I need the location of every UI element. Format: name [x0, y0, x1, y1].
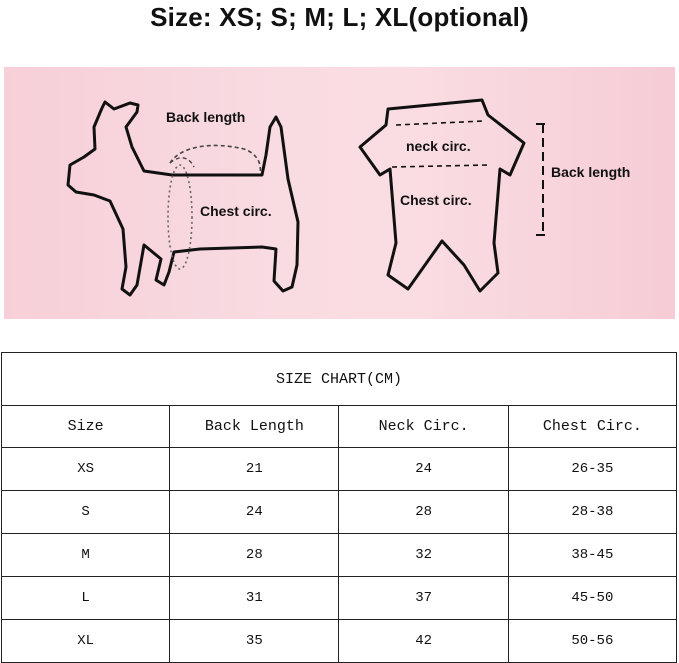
- cell-back-length: 31: [170, 577, 339, 620]
- table-row: [2, 448, 677, 491]
- table-row: [2, 620, 677, 663]
- size-chart-title: SIZE CHART(CM): [2, 353, 677, 406]
- table-row: [2, 534, 677, 577]
- header-back-length: Back Length: [170, 406, 339, 448]
- cell-size: M: [2, 534, 170, 577]
- table-row: [2, 491, 677, 534]
- cell-neck-circ: 32: [339, 534, 508, 577]
- garment-neck-label: neck circ.: [406, 138, 471, 154]
- size-chart-table: [1, 352, 677, 663]
- garment-chest-label: Chest circ.: [400, 192, 472, 208]
- cell-chest-circ: 26-35: [508, 448, 676, 491]
- cell-size: XS: [2, 448, 170, 491]
- header-neck-circ: Neck Circ.: [339, 406, 508, 448]
- dog-chest-dotted-icon: [168, 165, 192, 269]
- garment-neck-bottom-dash-icon: [392, 165, 488, 167]
- header-size: Size: [2, 406, 170, 448]
- header-chest-circ: Chest Circ.: [508, 406, 676, 448]
- cell-neck-circ: 24: [339, 448, 508, 491]
- size-options-headline: Size: XS; S; M; L; XL(optional): [150, 2, 529, 32]
- dog-back-length-label: Back length: [166, 109, 246, 125]
- cell-neck-circ: 28: [339, 491, 508, 534]
- garment-back-length-label: Back length: [551, 164, 631, 180]
- dog-chest-label: Chest circ.: [200, 203, 272, 219]
- cell-back-length: 21: [170, 448, 339, 491]
- cell-chest-circ: 28-38: [508, 491, 676, 534]
- table-row: [2, 577, 677, 620]
- cell-size: XL: [2, 620, 170, 663]
- dog-back-dashed-icon: [170, 145, 260, 173]
- size-chart-title-row: [2, 353, 677, 406]
- cell-size: S: [2, 491, 170, 534]
- cell-neck-circ: 42: [339, 620, 508, 663]
- size-chart-header-row: [2, 406, 677, 448]
- cell-neck-circ: 37: [339, 577, 508, 620]
- cell-chest-circ: 50-56: [508, 620, 676, 663]
- dog-silhouette-icon: [68, 102, 298, 295]
- measurement-diagram: [4, 67, 675, 319]
- back-length-bracket-icon: [536, 124, 550, 235]
- garment-neck-top-dash-icon: [396, 121, 484, 125]
- cell-size: L: [2, 577, 170, 620]
- cell-back-length: 28: [170, 534, 339, 577]
- cell-chest-circ: 38-45: [508, 534, 676, 577]
- measurement-illustration: [4, 67, 675, 319]
- cell-back-length: 24: [170, 491, 339, 534]
- cell-back-length: 35: [170, 620, 339, 663]
- cell-chest-circ: 45-50: [508, 577, 676, 620]
